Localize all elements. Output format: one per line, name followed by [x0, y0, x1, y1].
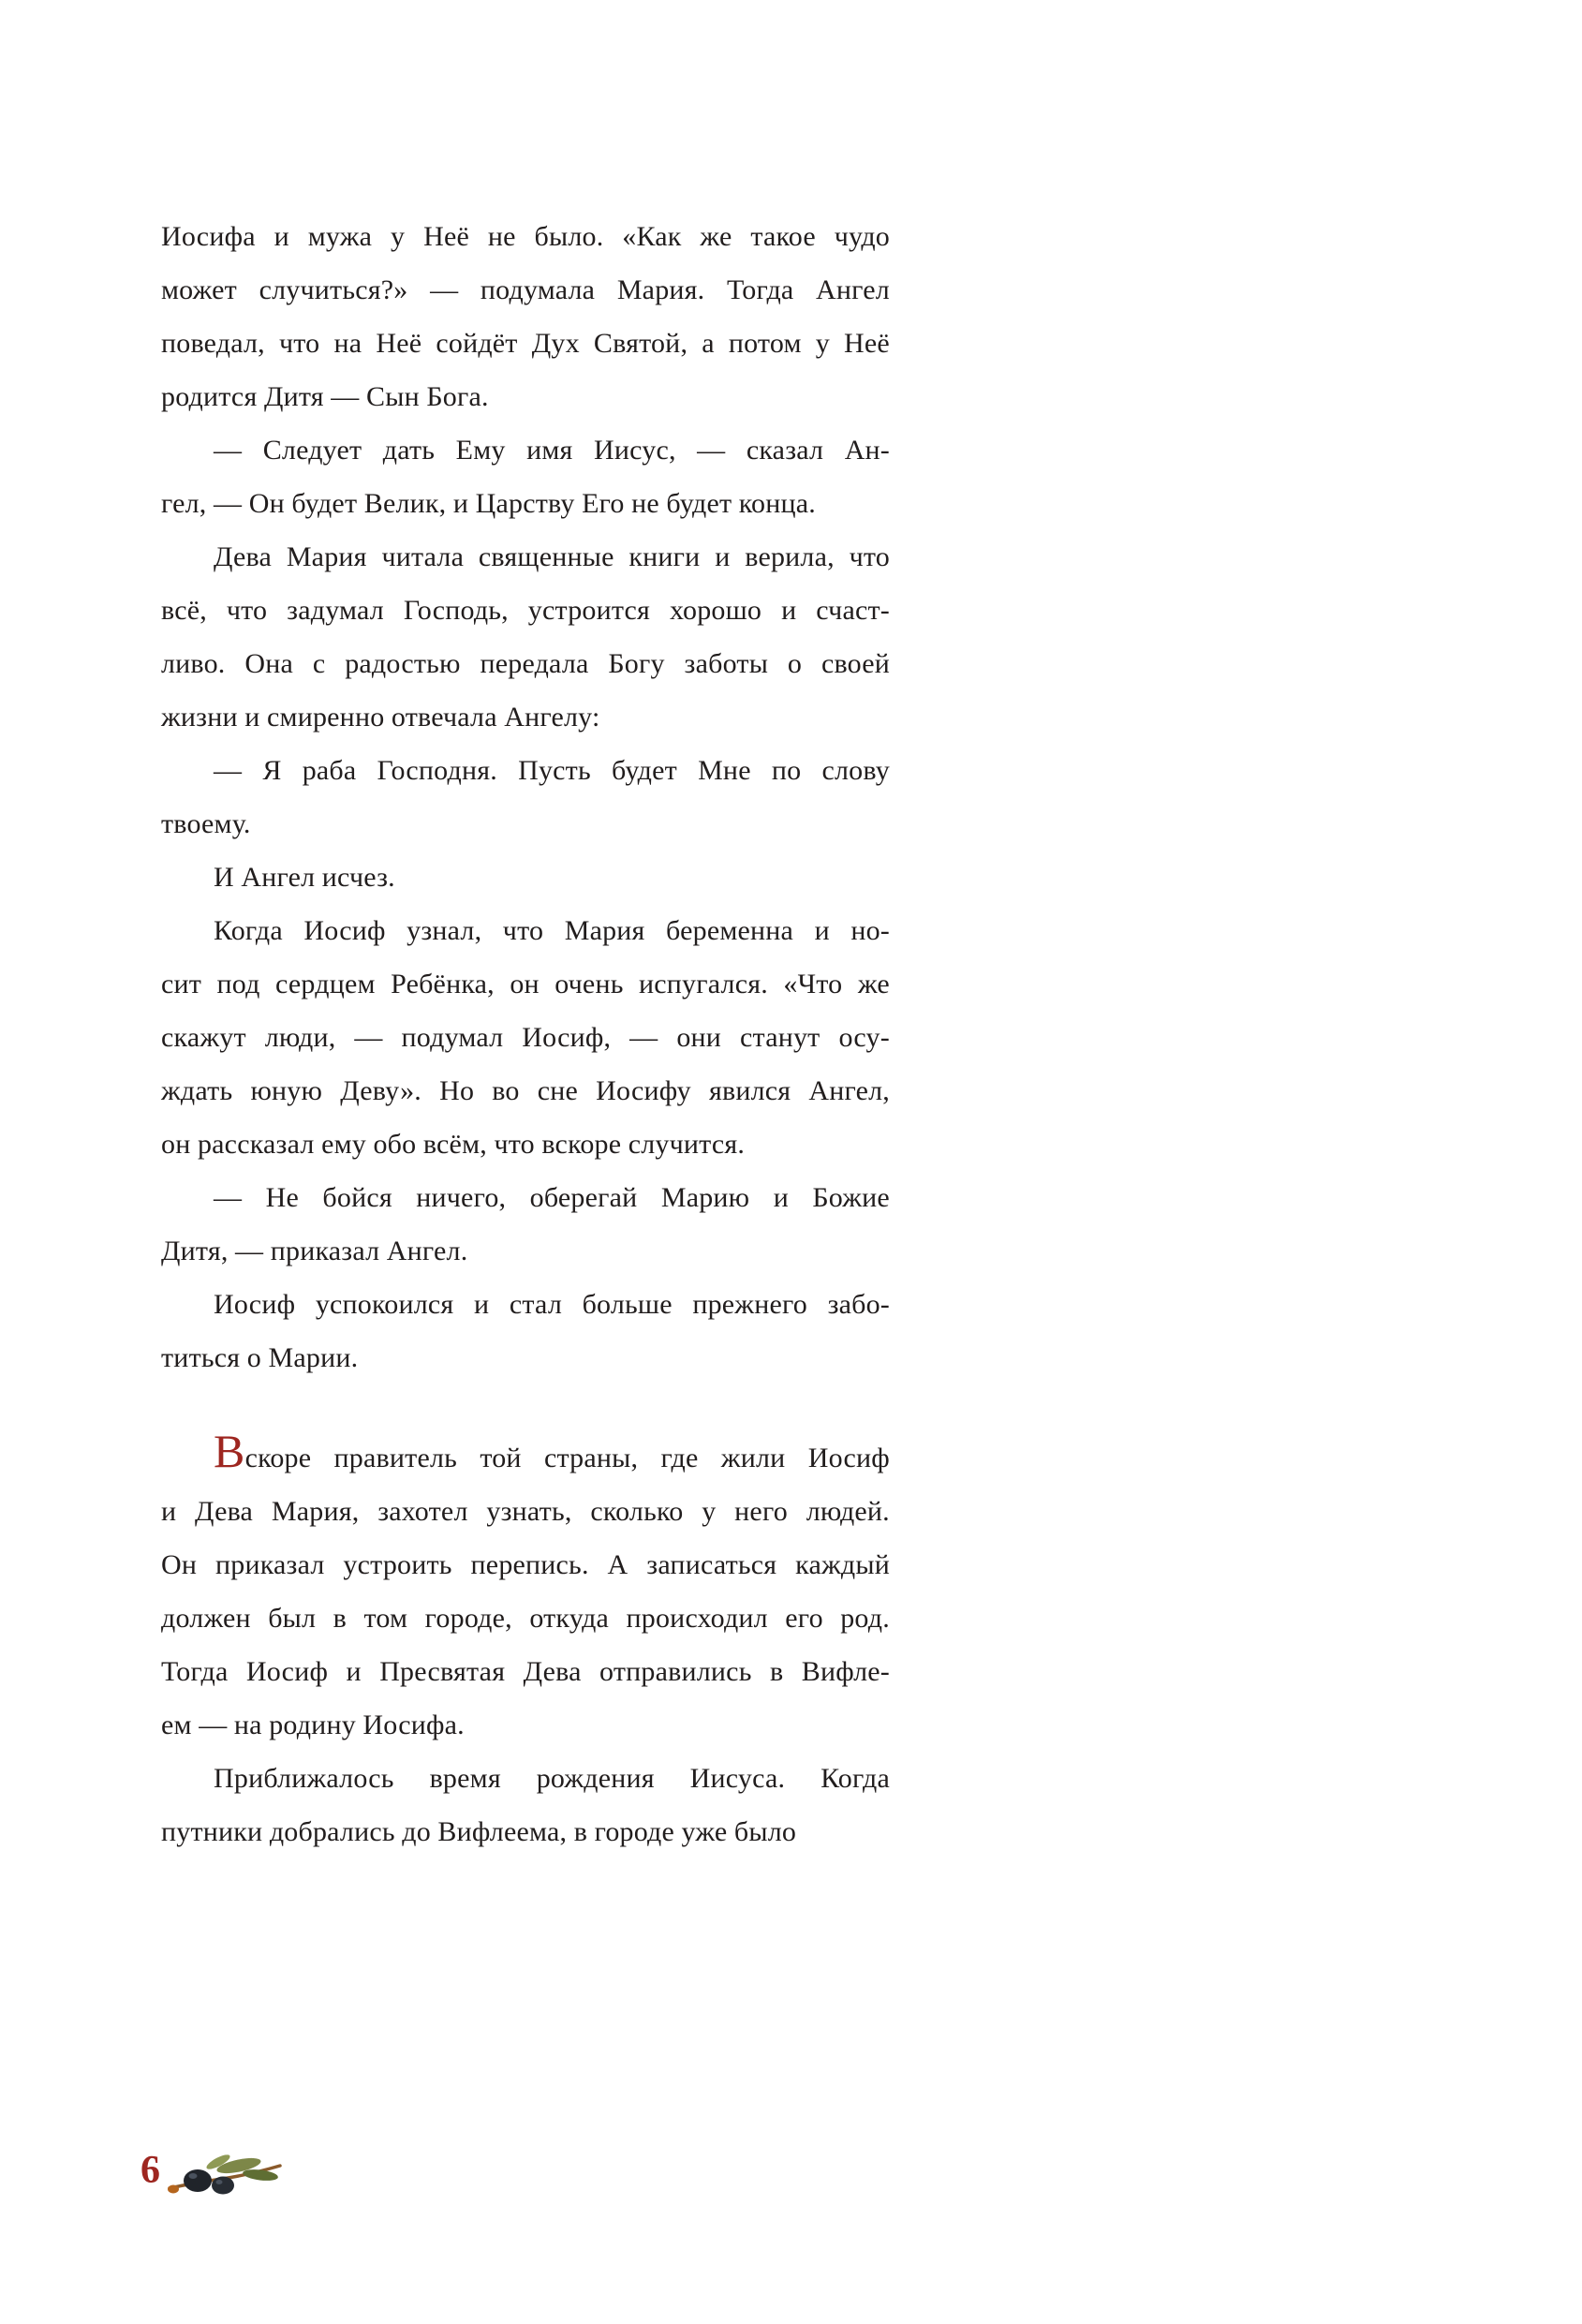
text-line	[161, 423, 890, 477]
word: отправились	[599, 1656, 752, 1687]
word: Тогда	[161, 1656, 229, 1687]
word: и	[244, 702, 260, 733]
word: него	[734, 1496, 788, 1527]
word: ему	[321, 1129, 366, 1160]
word: Господь,	[403, 595, 509, 626]
text-line	[161, 370, 890, 423]
word: и	[781, 595, 797, 626]
word: сердцем	[275, 969, 376, 999]
word: Когда	[214, 915, 283, 946]
word: —	[354, 1022, 383, 1053]
word: он	[161, 1129, 191, 1160]
word: смиренно	[267, 702, 385, 733]
word: дать	[382, 435, 436, 466]
word: его	[785, 1603, 823, 1634]
word: где	[660, 1443, 699, 1473]
word: Иосифа	[161, 221, 256, 252]
word: и	[814, 915, 830, 946]
word: твоему.	[161, 808, 251, 839]
text-line	[161, 1011, 890, 1064]
olive-branch-icon	[164, 2141, 286, 2201]
word: —	[214, 435, 243, 466]
word: узнал,	[407, 915, 482, 946]
text-line	[161, 1591, 890, 1645]
text-line	[161, 584, 890, 637]
word: —	[430, 274, 459, 305]
word: в	[573, 1816, 588, 1847]
word: перепись.	[470, 1549, 589, 1580]
word: уже	[681, 1816, 728, 1847]
word: всё,	[161, 595, 207, 626]
word: слову	[821, 755, 890, 786]
word: чудо	[834, 221, 890, 252]
word: Иосиф	[807, 1443, 890, 1473]
word: Тогда	[726, 274, 794, 305]
word: не	[631, 488, 659, 519]
word: —	[331, 381, 360, 412]
word: правитель	[333, 1443, 458, 1473]
text-line	[161, 1224, 890, 1278]
word: что	[502, 915, 544, 946]
word: имя	[526, 435, 573, 466]
word: не	[487, 221, 516, 252]
word: в	[769, 1656, 784, 1687]
text-line	[161, 797, 890, 851]
text-block	[161, 210, 890, 1858]
word: а	[702, 328, 715, 359]
word: сойдёт	[436, 328, 518, 359]
word: стал	[509, 1289, 562, 1320]
text-line	[161, 1331, 890, 1384]
word: каждый	[795, 1549, 890, 1580]
word: у	[702, 1496, 717, 1527]
word: успокоился	[315, 1289, 454, 1320]
word: и	[161, 1496, 177, 1527]
word: А	[607, 1549, 628, 1580]
word: Приближалось	[214, 1763, 394, 1794]
word: случиться?»	[259, 274, 408, 305]
word: раба	[302, 755, 357, 786]
word: Сын	[366, 381, 420, 412]
word: о	[787, 648, 803, 679]
word: гел,	[161, 488, 207, 519]
word: радостью	[345, 648, 461, 679]
word: и	[473, 1289, 490, 1320]
text-line	[161, 530, 890, 584]
word: явился	[708, 1075, 791, 1106]
olive-branch-illustration	[164, 2141, 286, 2206]
word: происходил	[626, 1603, 768, 1634]
word: юную	[250, 1075, 323, 1106]
word: Неё	[423, 221, 469, 252]
word: сит	[161, 969, 202, 999]
word: Неё	[376, 328, 422, 359]
word: исчез.	[321, 862, 395, 893]
word: обо	[373, 1129, 417, 1160]
paragraph	[161, 1278, 890, 1384]
word: Дева	[214, 541, 273, 572]
word: счаст-	[816, 595, 890, 626]
word: во	[492, 1075, 520, 1106]
word: беременна	[666, 915, 794, 946]
word: —	[214, 755, 243, 786]
word: подумал	[401, 1022, 504, 1053]
word: должен	[161, 1603, 251, 1634]
text-line	[161, 1805, 890, 1858]
word: будет	[612, 755, 677, 786]
paragraph	[161, 530, 890, 744]
word: ждать	[161, 1075, 233, 1106]
text-line	[161, 1752, 890, 1805]
word: Святой,	[593, 328, 688, 359]
word: Ангел	[816, 274, 890, 305]
word: же	[700, 221, 732, 252]
word: было	[733, 1816, 797, 1847]
word: мужа	[307, 221, 373, 252]
word: Дева	[523, 1656, 582, 1687]
word: был	[268, 1603, 317, 1634]
text-line	[161, 317, 890, 370]
text-line	[161, 690, 890, 744]
word: больше	[582, 1289, 673, 1320]
word: род.	[840, 1603, 890, 1634]
word: жили	[720, 1443, 786, 1473]
word: Неё	[844, 328, 890, 359]
word: Дух	[531, 328, 580, 359]
word: Мне	[698, 755, 751, 786]
word: Ангел	[241, 862, 316, 893]
word: Иисуса.	[689, 1763, 786, 1794]
page-footer	[140, 2128, 286, 2193]
text-line	[161, 1425, 890, 1485]
word: что	[278, 328, 320, 359]
word: Деву».	[340, 1075, 421, 1106]
word: по	[771, 755, 802, 786]
word: Ангел.	[386, 1236, 468, 1266]
word: может	[161, 274, 237, 305]
word: подумала	[480, 274, 596, 305]
text-line	[161, 744, 890, 797]
word: верила,	[745, 541, 835, 572]
word: откуда	[529, 1603, 610, 1634]
word: конца.	[738, 488, 816, 519]
word: же	[857, 969, 890, 999]
word: сказал	[746, 435, 824, 466]
word: городе,	[424, 1603, 512, 1634]
paragraph	[161, 210, 890, 423]
word: ливо.	[161, 648, 226, 679]
word: Иосиф	[245, 1656, 329, 1687]
paragraph	[161, 1171, 890, 1278]
paragraph	[161, 423, 890, 530]
word: устроится	[527, 595, 651, 626]
word: Ему	[455, 435, 506, 466]
word: осу-	[838, 1022, 890, 1053]
word: родину	[269, 1710, 356, 1740]
word: на	[233, 1710, 262, 1740]
word: рождения	[536, 1763, 655, 1794]
word: будет	[291, 488, 358, 519]
word: Божие	[812, 1182, 890, 1213]
word: —	[629, 1022, 658, 1053]
text-line	[161, 210, 890, 263]
word: хорошо	[669, 595, 762, 626]
word: о	[246, 1342, 261, 1373]
word: Вифле-	[801, 1656, 890, 1687]
word: Мария.	[616, 274, 705, 305]
word: Иисус,	[594, 435, 676, 466]
word: Бога.	[426, 381, 489, 412]
word: что	[226, 595, 268, 626]
word: и	[773, 1182, 789, 1213]
word: жизни	[161, 702, 238, 733]
word: Дитя,	[161, 1236, 229, 1266]
word: и	[346, 1656, 362, 1687]
word: «Что	[783, 969, 843, 999]
word: —	[214, 488, 243, 519]
word: оберегай	[529, 1182, 638, 1213]
word: Не	[265, 1182, 299, 1213]
word: время	[429, 1763, 501, 1794]
word: и	[274, 221, 289, 252]
word: добрались	[269, 1816, 395, 1847]
word: передала	[480, 648, 589, 679]
word: —	[199, 1710, 228, 1740]
word: той	[480, 1443, 522, 1473]
word: Богу	[608, 648, 665, 679]
word: забо-	[827, 1289, 890, 1320]
word: людей.	[806, 1496, 890, 1527]
word: Царству	[475, 488, 575, 519]
word: Ребёнка,	[391, 969, 495, 999]
text-line	[161, 263, 890, 317]
drop-cap-initial: В	[214, 1425, 245, 1477]
text-line	[161, 1538, 890, 1591]
word: будет	[666, 488, 732, 519]
word: Иосиф,	[522, 1022, 612, 1053]
word: ничего,	[416, 1182, 507, 1213]
text-line	[161, 1485, 890, 1538]
word: Вскоре	[214, 1425, 312, 1477]
word: том	[363, 1603, 408, 1634]
word: Она	[244, 648, 293, 679]
word: и	[452, 488, 469, 519]
word: Иосиф	[303, 915, 386, 946]
word: прежнего	[692, 1289, 807, 1320]
word: Мария	[286, 541, 367, 572]
word: отвечала	[391, 702, 497, 733]
word: читала	[381, 541, 465, 572]
word: Иосифу	[596, 1075, 691, 1106]
word: Его	[582, 488, 625, 519]
word: Пусть	[518, 755, 591, 786]
word: на	[333, 328, 362, 359]
word: он	[510, 969, 540, 999]
word: Господня.	[377, 755, 497, 786]
text-line	[161, 477, 890, 530]
word: Дитя	[263, 381, 324, 412]
word: Дева	[195, 1496, 254, 1527]
word: Он	[248, 488, 285, 519]
paragraph	[161, 744, 890, 851]
word: Я	[262, 755, 282, 786]
word: у	[815, 328, 830, 359]
word: они	[676, 1022, 722, 1053]
paragraph	[161, 1425, 890, 1752]
word: Когда	[821, 1763, 890, 1794]
text-line	[161, 637, 890, 690]
text-line	[161, 1171, 890, 1224]
word: под	[216, 969, 260, 999]
word: скажут	[161, 1022, 246, 1053]
word: —	[235, 1236, 264, 1266]
paragraph	[161, 904, 890, 1171]
word: станут	[740, 1022, 821, 1053]
word: своей	[821, 648, 890, 679]
word: «Как	[622, 221, 682, 252]
word: заботы	[684, 648, 769, 679]
text-line	[161, 957, 890, 1011]
word: ем	[161, 1710, 192, 1740]
word: потом	[728, 328, 802, 359]
word: в	[333, 1603, 347, 1634]
text-line	[161, 1064, 890, 1118]
word: до	[402, 1816, 431, 1847]
word: Мария	[564, 915, 645, 946]
word: было.	[534, 221, 604, 252]
word: —	[214, 1182, 243, 1213]
word: Велик,	[363, 488, 447, 519]
word: путники	[161, 1816, 263, 1847]
word: Ангелу:	[504, 702, 600, 733]
word: рассказал	[197, 1129, 315, 1160]
word: случится.	[628, 1129, 746, 1160]
text-line	[161, 1278, 890, 1331]
word: испугался.	[639, 969, 768, 999]
page-number: 6	[140, 2149, 160, 2192]
word: Иосифа.	[362, 1710, 465, 1740]
word: захотел	[377, 1496, 468, 1527]
word: Вифлеема,	[437, 1816, 568, 1847]
text-line	[161, 1645, 890, 1698]
text-line	[161, 1118, 890, 1171]
word: Иосиф	[214, 1289, 296, 1320]
word: Мария,	[271, 1496, 360, 1527]
word: очень	[554, 969, 624, 999]
word: священные	[478, 541, 614, 572]
word: приказал	[270, 1236, 380, 1266]
word: задумал	[287, 595, 384, 626]
word: Ангел,	[808, 1075, 890, 1106]
word: бойся	[322, 1182, 392, 1213]
word: сколько	[590, 1496, 684, 1527]
paragraph	[161, 851, 890, 904]
word: Но	[439, 1075, 475, 1106]
word: вскоре	[541, 1129, 622, 1160]
word: родится	[161, 381, 258, 412]
word: что	[494, 1129, 535, 1160]
word: книги	[628, 541, 701, 572]
word: у	[391, 221, 406, 252]
text-line	[161, 904, 890, 957]
word: страны,	[543, 1443, 639, 1473]
word: такое	[750, 221, 816, 252]
word: титься	[161, 1342, 241, 1373]
word: сне	[537, 1075, 579, 1106]
word: Пресвятая	[379, 1656, 506, 1687]
word: Следует	[262, 435, 362, 466]
word: люди,	[264, 1022, 336, 1053]
word: записаться	[646, 1549, 777, 1580]
word: —	[697, 435, 726, 466]
paragraph	[161, 1752, 890, 1858]
word: устроить	[343, 1549, 452, 1580]
word: городе	[594, 1816, 675, 1847]
word: Он	[161, 1549, 198, 1580]
text-line	[161, 851, 890, 904]
word: поведал,	[161, 328, 265, 359]
word: всём,	[422, 1129, 487, 1160]
word: Марии.	[268, 1342, 359, 1373]
word: узнать,	[486, 1496, 572, 1527]
word: приказал	[215, 1549, 325, 1580]
word: что	[849, 541, 890, 572]
word: Марию	[660, 1182, 750, 1213]
word: с	[312, 648, 326, 679]
text-line	[161, 1698, 890, 1752]
word: но-	[850, 915, 890, 946]
word: И	[214, 862, 234, 893]
word: и	[715, 541, 731, 572]
word: Ан-	[844, 435, 890, 466]
